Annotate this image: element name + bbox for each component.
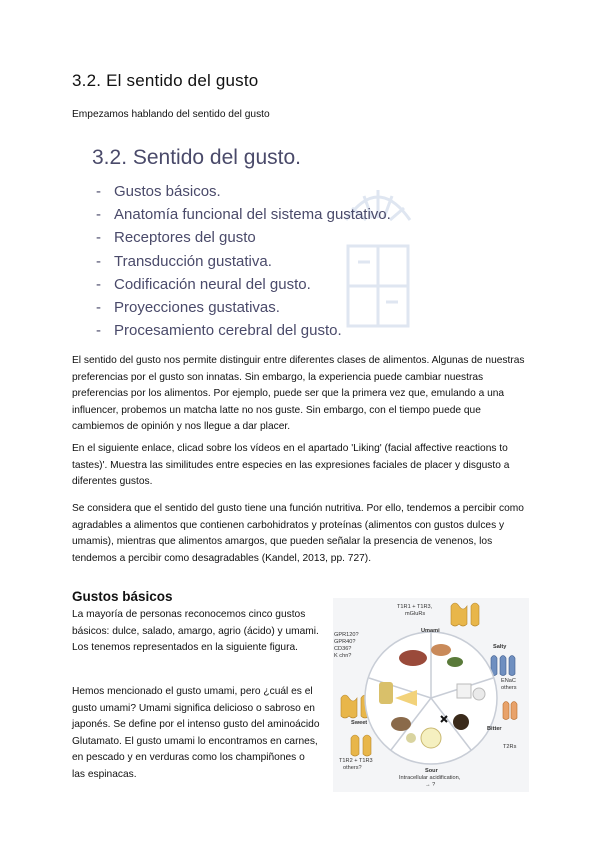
fat-receptor-label-4: K chn? [334,653,352,659]
receptor-icon [503,702,517,720]
basic-tastes-paragraph: La mayoría de personas reconocemos cinco gustos básicos: dulce, salado, amargo, agrio (ácido) y umami. Los tenemos representados en la siguiente figura. [72,609,319,654]
receptor-icon [451,603,479,626]
umami-receptor-label-2: mGluRs [405,611,426,617]
section-title: 3.2. El sentido del gusto [72,71,259,90]
taste-wheel-figure [333,598,529,792]
slide-topic-item: - Procesamiento cerebral del gusto. [96,322,342,340]
bitter-receptor-label: T2Rs [503,744,517,750]
slide-topic-item: - Receptores del gusto [96,229,256,247]
paragraph-liking-link: En el siguiente enlace, clicad sobre los vídeos en el apartado 'Liking' (facial affective reactions to tastes)'. Muestra las similitudes entre especies en las expresiones faciales de placer y disgusto a diferentes gustos. [72,443,510,488]
slide-topic-list [96,180,391,342]
slide-image [72,140,417,348]
vegetable-food-icon [447,657,463,667]
receptor-icon [351,735,371,756]
sweet-receptor-label: T1R2 + T1R3 [339,758,373,764]
paragraph-taste-preferences: El sentido del gusto nos permite distinguir entre diferentes clases de alimentos. Algunas de nuestras preferencias por el gusto son innatas. Sin embargo, la experiencia puede cambiar nuestras preferencias por los alimentos. Por ejemplo, puede ser que la primera vez que, emulando a una influencer, probemos un matcha latte no nos guste. Sin embargo, con el tiempo puede que cambiemos de opinión y nos llegue a dar placer. [72,355,525,433]
salt-shaker-icon [473,688,485,700]
fat-receptor-label-3: CD36? [334,646,352,652]
meat-food-icon [399,650,427,666]
sweet-receptor-label-2: others? [343,765,362,771]
mushroom-food-icon [431,644,451,656]
slide-topic-item: - Transducción gustativa. [96,252,272,270]
oil-bottle-icon [379,682,393,704]
sour-note-label-2: → ? [425,782,436,788]
umami-receptor-label: T1R1 + T1R3, [397,604,433,610]
slide-topic-item: - Codificación neural del gusto. [96,275,311,293]
slide-topic-item: - Proyecciones gustativas. [96,299,280,317]
bitter-label: Bitter [487,726,502,732]
bread-food-icon [391,717,411,731]
paragraph-nutritive-function: Se considera que el sentido del gusto tiene una función nutritiva. Por ello, tendemos a percibir como agradables a alimentos que contienen carbohidratos y proteínas (alimentos con gustos dulces y umamis), mientras que alimentos amargos, que pueden señalar la presencia de venenos, los tendemos a percibir como desagradables (Kandel, 2013, pp. 727). [72,503,524,564]
umami-paragraph: Hemos mencionado el gusto umami, pero ¿cuál es el gusto umami? Umami significa delicioso o sabroso en japonés. Se define por el intenso gusto del aminoácido Glutamato. El gusto umami lo encontramos en carnes, en pescado y en verduras como los champiñones o las espinacas. [72,686,320,780]
sour-label: Sour [425,768,438,774]
fat-receptor-label: GPR120? [334,632,359,638]
salt-cube-icon [457,684,471,698]
sour-note-label: Intracellular acidification, [399,775,461,781]
sweet-food-icon [406,733,416,743]
umami-label: Umami [421,628,440,634]
sweet-label: Sweet [351,720,368,726]
lemon-food-icon [421,728,441,748]
slide-topic-item: - Gustos básicos. [96,183,221,200]
slide-title: 3.2. Sentido del gusto. [92,146,301,169]
salty-receptor-label: ENaC [501,678,516,684]
basic-tastes-heading: Gustos básicos [72,589,173,604]
coffee-cup-icon [453,714,469,730]
section-intro: Empezamos hablando del sentido del gusto [72,109,270,120]
salty-receptor-label-2: others [501,685,517,691]
fat-receptor-label-2: GPR40? [334,639,356,645]
receptor-icon [491,656,515,676]
slide-topic-item: - Anatomía funcional del sistema gustativo. [96,206,391,224]
salty-label: Salty [493,644,507,650]
